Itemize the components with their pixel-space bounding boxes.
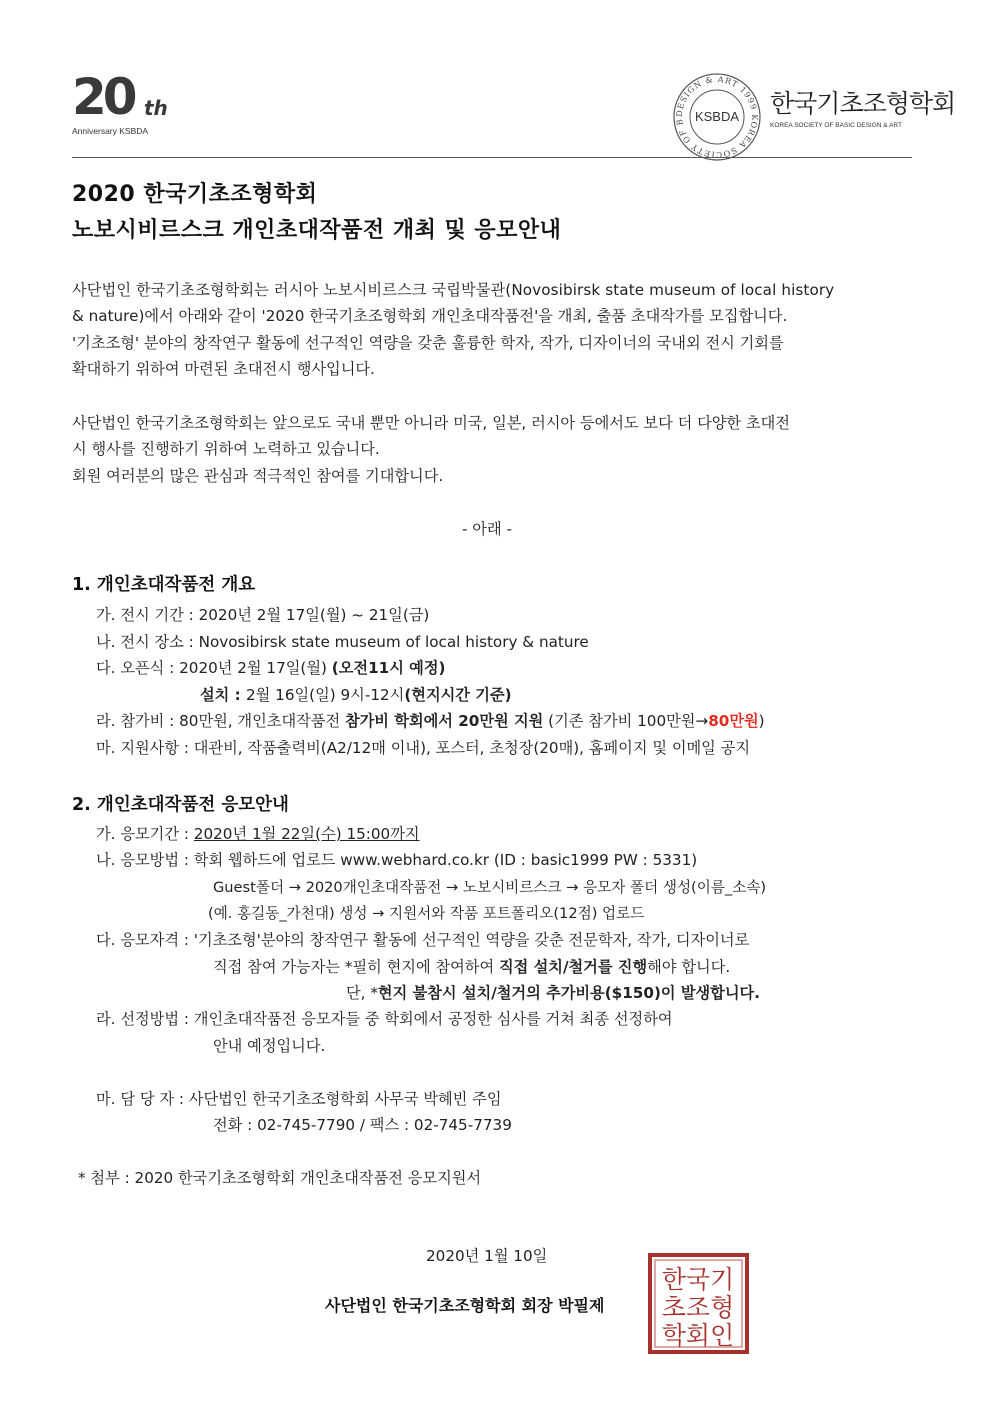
opening-time: (오전11시 예정)	[331, 659, 446, 677]
stamp-line2: 초조형	[661, 1293, 735, 1322]
opening-text: 다. 오픈식 : 2020년 2월 17일(월)	[96, 659, 332, 677]
section2-da-line2	[213, 956, 730, 977]
section1-setup	[200, 684, 512, 705]
section2-ma-line1: 마. 담 당 자 : 사단법인 한국기초조형학회 사무국 박혜빈 주임	[96, 1090, 502, 1108]
section2-da-line1: 다. 응모자격 : '기초조형'분야의 창작연구 활동에 선구적인 역량을 갖춘 전문학자, 작가, 디자이너로	[96, 931, 750, 949]
setup-note: (현지시간 기준)	[404, 686, 512, 704]
fee-text: 라. 참가비 : 80만원, 개인초대작품전	[96, 712, 345, 730]
signature: 사단법인 한국기초조형학회 회장 박필제	[325, 1296, 605, 1315]
seal-ring-text: DESIGN & ART 1999 KOREA SOCIETY OF B	[674, 74, 760, 160]
intro-p2-line1: 사단법인 한국기초조형학회는 앞으로도 국내 뿐만 아니라 미국, 일본, 러시아 등에서도 보다 더 다양한 초대전	[72, 414, 790, 432]
org-logo	[770, 84, 955, 129]
anniversary-logo	[72, 68, 172, 140]
fee-original: (기존 참가비 100만원→	[543, 712, 709, 730]
section2-ra-line2: 안내 예정입니다.	[213, 1037, 326, 1055]
intro-p2-line2: 시 행사를 진행하기 위하여 노력하고 있습니다.	[72, 440, 380, 458]
fee-close: )	[758, 712, 765, 730]
section2-ra-line1: 라. 선정방법 : 개인초대작품전 응모자들 중 학회에서 공정한 심사를 거쳐 최종 선정하여	[96, 1010, 673, 1028]
intro-p1-line3: '기초조형' 분야의 창작연구 활동에 선구적인 역량을 갖춘 훌륭한 학자, 작가, 디자이너의 국내외 전시 기회를	[72, 334, 784, 352]
header-divider	[72, 157, 912, 158]
section2-na-line1: 나. 응모방법 : 학회 웹하드에 업로드 www.webhard.co.kr (ID : basic1999 PW : 5331)	[96, 851, 698, 869]
intro-p1-line2: & nature)에서 아래와 같이 '2020 한국기초조형학회 개인초대작품전'을 개최, 출품 초대작가를 모집합니다.	[72, 307, 788, 325]
section2-ga	[96, 823, 420, 844]
section2-na-line2: Guest폴더 → 2020개인초대작품전 → 노보시비르스크 → 응모자 폴더 생성(이름_소속)	[213, 879, 767, 896]
org-english-name: KOREA SOCIETY OF BASIC DESIGN & ART	[770, 122, 902, 129]
section1-na: 나. 전시 장소 : Novosibirsk state museum of local history & nature	[96, 633, 589, 651]
intro-p1-line4: 확대하기 위하여 마련된 초대전시 행사입니다.	[72, 360, 375, 378]
title-line-1: 2020 한국기초조형학회	[72, 182, 318, 207]
qualification-bold: 직접 설치/철거를 진행	[498, 958, 648, 976]
fee-support: 참가비 학회에서 20만원 지원	[344, 712, 544, 730]
divider-label: - 아래 -	[462, 520, 512, 538]
intro-p1-line1: 사단법인 한국기초조형학회는 러시아 노보시비르스크 국립박물관(Novosibirsk state museum of local history	[72, 281, 835, 299]
org-korean-name: 한국기초조형학회	[770, 89, 956, 118]
seal-center-text: KSBDA	[694, 109, 740, 124]
stamp-line3: 학회인	[661, 1321, 735, 1350]
extra-cost-prefix: 단, *	[346, 984, 378, 1002]
section2-ma-line2: 전화 : 02-745-7790 / 팩스 : 02-745-7739	[213, 1116, 512, 1134]
logo-caption: Anniversary KSBDA	[72, 126, 149, 136]
qualification-text: 직접 참여 가능자는 *필히 현지에 참여하여	[213, 958, 499, 976]
section1-ra	[96, 710, 765, 731]
intro-p2-line3: 회원 여러분의 많은 관심과 적극적인 참여를 기대합니다.	[72, 467, 444, 485]
period-label: 가. 응모기간 :	[96, 825, 194, 843]
extra-cost-notice: 현지 불참시 설치/철거의 추가비용($150)이 발생합니다.	[377, 984, 760, 1002]
stamp-line1: 한국기	[661, 1265, 735, 1294]
logo-number: 20	[72, 68, 134, 126]
setup-time: 2월 16일(일) 9시-12시	[246, 686, 405, 704]
fee-discounted: 80만원	[708, 712, 759, 730]
logo-suffix: th	[144, 96, 168, 120]
section1-ga: 가. 전시 기간 : 2020년 2월 17일(월) ~ 21일(금)	[96, 606, 430, 624]
section1-da	[96, 657, 445, 678]
title-line-2: 노보시비르스크 개인초대작품전 개최 및 응모안내	[72, 218, 562, 243]
issue-date: 2020년 1월 10일	[426, 1247, 548, 1265]
section1-ma: 마. 지원사항 : 대관비, 작품출력비(A2/12매 이내), 포스터, 초청장(20매), 홈페이지 및 이메일 공지	[96, 739, 751, 757]
setup-label: 설치 :	[200, 686, 246, 704]
ksbda-round-seal	[672, 72, 762, 162]
qualification-end: 해야 합니다.	[647, 958, 731, 976]
section2-na-line3: (예. 홍길동_가천대) 생성 → 지원서와 작품 포트폴리오(12점) 업로드	[208, 905, 645, 922]
period-value: 2020년 1월 22일(수) 15:00까지	[193, 825, 420, 843]
section1-heading: 1. 개인초대작품전 개요	[72, 575, 256, 595]
section2-heading: 2. 개인초대작품전 응모안내	[72, 795, 289, 815]
red-seal-stamp	[647, 1252, 750, 1355]
section2-da-line3	[346, 982, 760, 1003]
attachment-note: * 첨부 : 2020 한국기초조형학회 개인초대작품전 응모지원서	[78, 1169, 482, 1187]
